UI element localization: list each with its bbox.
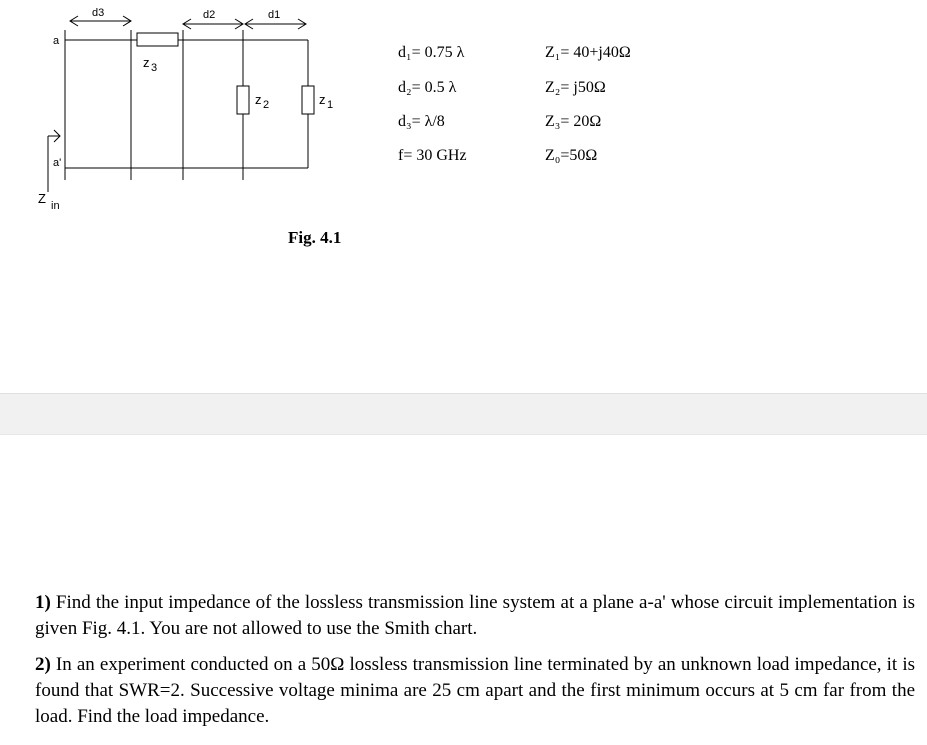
question-2 bbox=[35, 652, 915, 730]
param-d3: d₃= λ/8 bbox=[398, 113, 445, 130]
d2-label: d2 bbox=[203, 9, 216, 21]
node-a-label: a bbox=[53, 35, 60, 47]
z1-resistor bbox=[302, 86, 314, 114]
zin-subscript: in bbox=[51, 200, 60, 212]
d3-label: d3 bbox=[92, 7, 105, 19]
questions-section bbox=[35, 590, 915, 740]
z1-label: z bbox=[319, 92, 326, 107]
z3-label: z bbox=[143, 55, 150, 70]
circuit-diagram bbox=[0, 0, 360, 220]
z2-label: z bbox=[255, 92, 262, 107]
question-1 bbox=[35, 590, 915, 642]
param-z2: Z₂= j50Ω bbox=[545, 79, 606, 96]
question-2-number: 2) bbox=[35, 654, 51, 675]
d1-label: d1 bbox=[268, 9, 281, 21]
z1-subscript: 1 bbox=[327, 99, 334, 111]
z2-resistor bbox=[237, 86, 249, 114]
question-1-text: Find the input impedance of the lossless transmission line system at a plane a-a' whose circuit implementation is given Fig. 4.1. You are not allowed to use the Smith chart. bbox=[35, 592, 915, 639]
question-2-text: In an experiment conducted on a 50Ω lossless transmission line terminated by an unknown load impedance, it is found that SWR=2. Successive voltage minima are 25 cm apart and the first minimum occurs at 5 cm far from the load. Find the load impedance. bbox=[35, 654, 915, 727]
param-frequency: f= 30 GHz bbox=[398, 147, 467, 164]
param-z1: Z₁= 40+j40Ω bbox=[545, 44, 631, 61]
z3-resistor bbox=[137, 33, 178, 46]
figure-caption: Fig. 4.1 bbox=[288, 228, 342, 247]
node-a-prime-label: a' bbox=[53, 157, 62, 169]
z2-subscript: 2 bbox=[263, 99, 270, 111]
param-d1: d₁= 0.75 λ bbox=[398, 44, 465, 61]
question-1-number: 1) bbox=[35, 592, 51, 613]
z3-subscript: 3 bbox=[151, 62, 158, 74]
zin-label: Z bbox=[38, 191, 46, 206]
page-divider bbox=[0, 393, 927, 435]
param-z0: Z₀=50Ω bbox=[545, 147, 598, 164]
param-z3: Z₃= 20Ω bbox=[545, 113, 602, 130]
param-d2: d₂= 0.5 λ bbox=[398, 79, 457, 96]
